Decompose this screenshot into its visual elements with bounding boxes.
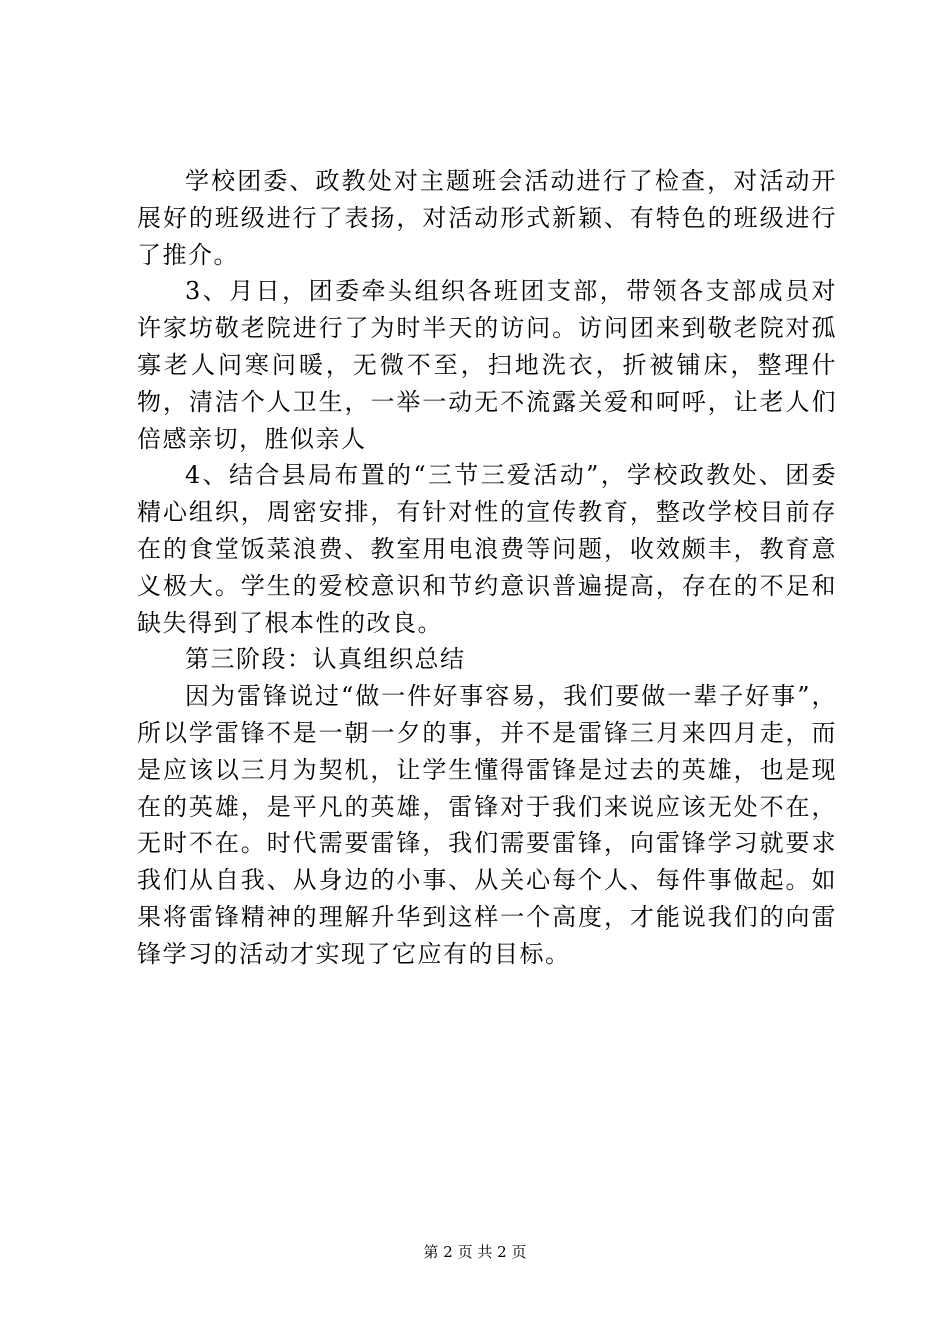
document-body <box>137 163 837 973</box>
paragraph-review: 学校团委、政教处对主题班会活动进行了检查，对活动开展好的班级进行了表扬，对活动形式新颖、有特色的班级进行了推介。 <box>137 167 837 269</box>
page-number-footer: 第 2 页 共 2 页 <box>423 1243 527 1261</box>
paragraph-three-festivals: 4、结合县局布置的“三节三爱活动”，学校政教处、团委精心组织，周密安排，有针对性的宣传教育，整改学校目前存在的食堂饭菜浪费、教室用电浪费等问题，收效颇丰，教育意义极大。学生的爱校意识和节约意识普遍提高，存在的不足和缺失得到了根本性的改良。 <box>137 461 837 637</box>
paragraph-lei-feng-spirit: 因为雷锋说过“做一件好事容易，我们要做一辈子好事”，所以学雷锋不是一朝一夕的事，并不是雷锋三月来四月走，而是应该以三月为契机，让学生懂得雷锋是过去的英雄，也是现在的英雄，是平凡的英雄，雷锋对于我们来说应该无处不在，无时不在。时代需要雷锋，我们需要雷锋，向雷锋学习就要求我们从自我、从身边的小事、从关心每个人、每件事做起。如果将雷锋精神的理解升华到这样一个高度，才能说我们的向雷锋学习的活动才实现了它应有的目标。 <box>137 682 837 968</box>
paragraph-nursing-home-visit: 3、月日，团委牵头组织各班团支部，带领各支部成员对许家坊敬老院进行了为时半天的访问。访问团来到敬老院对孤寡老人问寒问暖，无微不至，扫地洗衣，折被铺床，整理什物，清洁个人卫生，一举一动无不流露关爱和呵呼，让老人们倍感亲切，胜似亲人 <box>137 277 837 453</box>
section-heading-stage-three: 第三阶段：认真组织总结 <box>185 645 466 674</box>
